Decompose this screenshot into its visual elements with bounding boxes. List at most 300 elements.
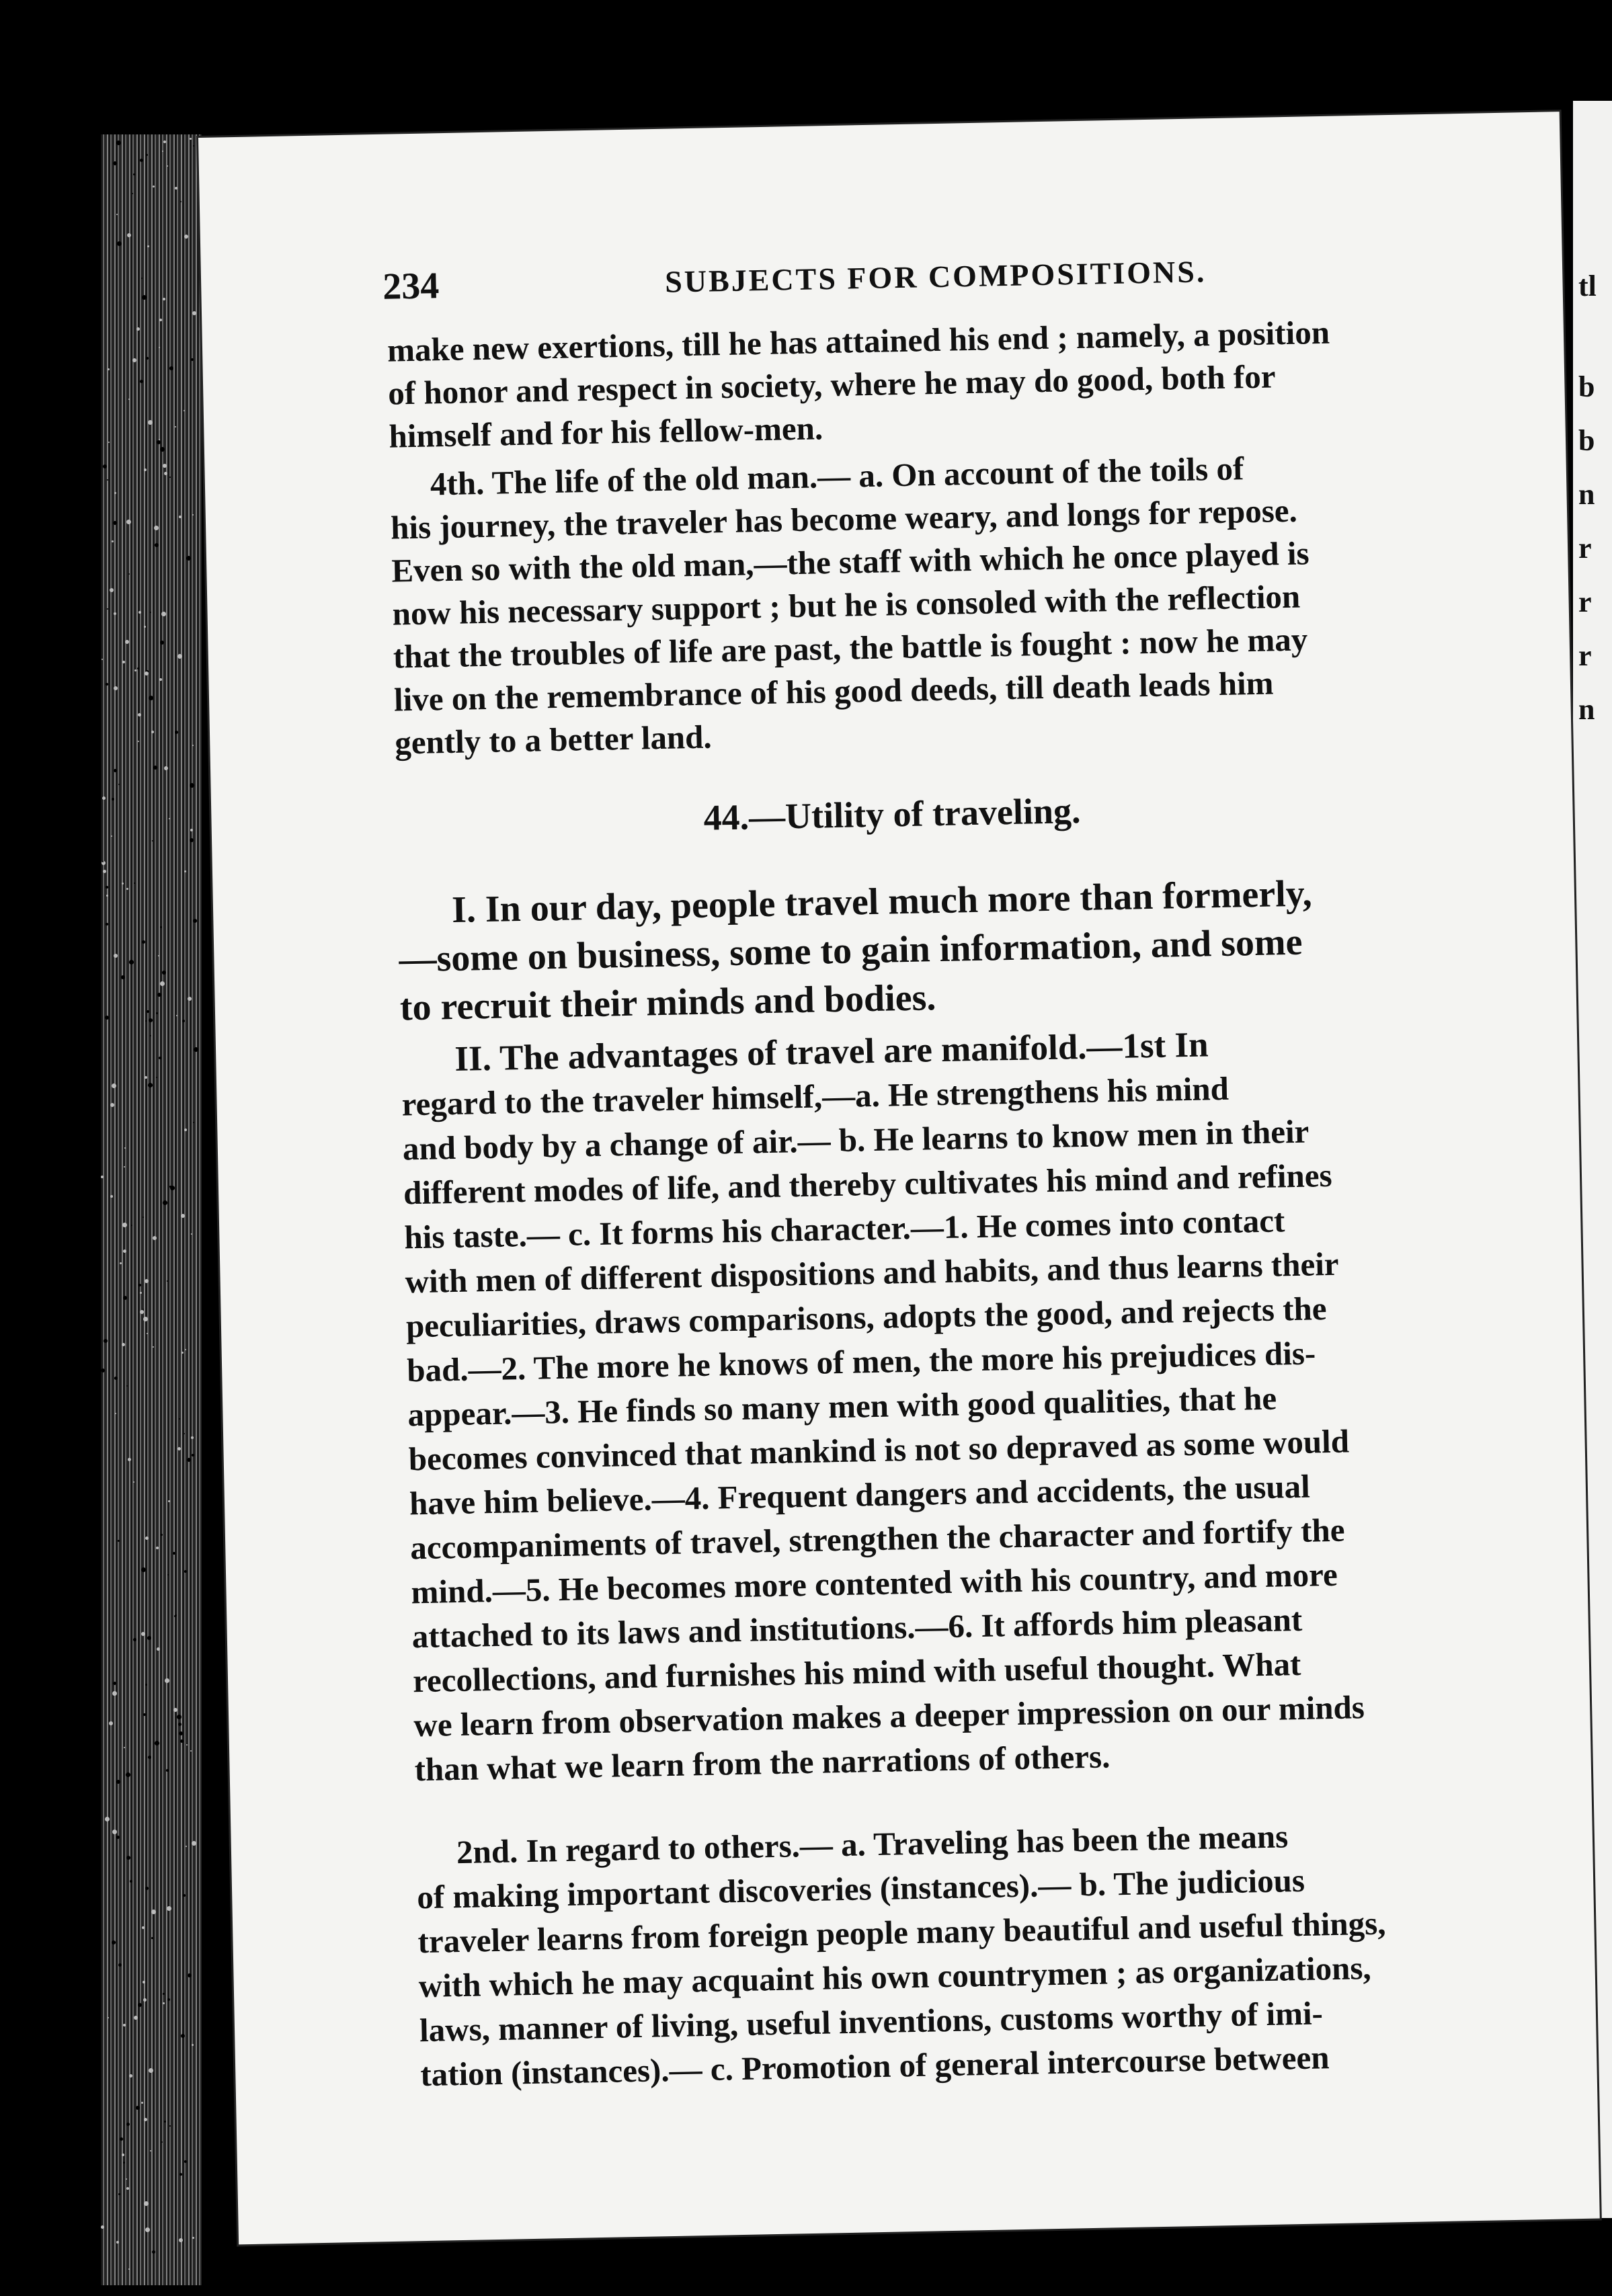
edge-speck <box>116 214 118 215</box>
book-edge <box>101 134 202 2285</box>
edge-speck <box>124 1147 126 1149</box>
edge-speck <box>163 464 167 468</box>
edge-speck <box>190 838 194 842</box>
edge-speck <box>180 1739 184 1743</box>
edge-speck <box>105 1016 109 1020</box>
text-line: of making important discoveries (instances).— b. The judicious <box>416 1861 1305 1916</box>
edge-speck <box>193 1122 194 1123</box>
edge-speck <box>147 1010 149 1013</box>
edge-speck <box>136 2106 140 2110</box>
edge-speck <box>118 1963 122 1967</box>
edge-speck <box>103 870 106 873</box>
edge-speck <box>145 671 149 675</box>
paragraph-intro <box>397 864 1590 1032</box>
edge-speck <box>128 399 130 400</box>
edge-speck <box>177 1447 181 1450</box>
edge-speck <box>112 1083 116 1088</box>
edge-speck <box>149 1018 153 1022</box>
text-line: his taste.— c. It forms his character.—1. He comes into contact <box>403 1202 1285 1256</box>
edge-speck <box>167 1574 169 1575</box>
next-page-letter: n <box>1578 693 1595 726</box>
edge-speck <box>145 1536 149 1540</box>
edge-speck <box>120 1262 122 1264</box>
edge-speck <box>179 516 182 518</box>
edge-speck <box>182 1352 184 1354</box>
edge-speck <box>104 1339 108 1343</box>
edge-speck <box>143 1713 146 1716</box>
edge-speck <box>144 626 146 628</box>
edge-speck <box>138 1284 141 1286</box>
edge-speck <box>107 608 108 610</box>
edge-speck <box>116 1780 120 1784</box>
next-page-letter: n <box>1578 478 1595 511</box>
edge-speck <box>184 2160 187 2163</box>
edge-speck <box>106 683 108 686</box>
edge-speck <box>123 1249 126 1253</box>
edge-speck <box>184 1570 187 1573</box>
paragraph-continuation <box>387 306 1579 458</box>
edge-speck <box>179 1731 183 1735</box>
edge-speck <box>107 479 108 481</box>
edge-speck <box>148 420 153 425</box>
edge-speck <box>184 1433 185 1434</box>
edge-speck <box>113 1682 116 1685</box>
edge-speck <box>159 1057 161 1059</box>
edge-speck <box>193 145 194 147</box>
edge-speck <box>150 1035 151 1036</box>
edge-speck <box>192 2044 194 2046</box>
edge-speck <box>158 955 159 956</box>
edge-speck <box>190 138 192 140</box>
edge-speck <box>102 659 103 660</box>
edge-speck <box>177 1715 182 1719</box>
edge-speck <box>108 2017 109 2018</box>
edge-speck <box>164 472 167 475</box>
edge-speck <box>175 187 177 190</box>
edge-speck <box>150 612 151 613</box>
edge-speck <box>157 993 161 997</box>
edge-speck <box>143 1998 147 2002</box>
text-line: bad.—2. The more he knows of men, the more his prejudices dis- <box>406 1334 1316 1389</box>
edge-speck <box>161 1534 163 1536</box>
text-line: recollections, and furnishes his mind with useful thought. What <box>412 1645 1301 1700</box>
text-line: 4th. The life of the old man.— a. On account of the toils of <box>430 450 1244 503</box>
text-line: traveler learns from foreign people many beautiful and useful things, <box>417 1904 1386 1961</box>
edge-speck <box>131 1225 132 1226</box>
edge-speck <box>125 640 129 644</box>
text-line: laws, manner of living, useful inventions, customs worthy of imi- <box>419 1994 1324 2049</box>
text-line: mind.—5. He becomes more contented with his country, and more <box>411 1555 1338 1611</box>
edge-speck <box>101 1368 105 1372</box>
edge-speck <box>118 784 120 785</box>
edge-speck <box>161 612 166 616</box>
edge-speck <box>179 1418 180 1420</box>
edge-speck <box>144 2201 149 2206</box>
edge-speck <box>182 1020 185 1022</box>
edge-speck <box>140 159 143 162</box>
text-line: have him believe.—4. Frequent dangers and accidents, the usual <box>409 1467 1311 1522</box>
edge-speck <box>140 380 143 383</box>
edge-speck <box>152 840 153 842</box>
edge-speck <box>168 1500 170 1502</box>
edge-speck <box>163 1993 165 1995</box>
edge-speck <box>132 193 133 194</box>
text-line: I. In our day, people travel much more than formerly, <box>451 872 1313 931</box>
text-line: peculiarities, draws comparisons, adopts the good, and rejects the <box>405 1290 1327 1345</box>
edge-speck <box>147 1636 151 1640</box>
paragraph-others <box>415 1808 1610 2097</box>
edge-speck <box>113 161 117 165</box>
edge-speck <box>175 731 178 734</box>
edge-speck <box>184 870 186 872</box>
edge-speck <box>154 526 159 530</box>
edge-speck <box>144 468 147 471</box>
edge-speck <box>169 477 171 478</box>
edge-speck <box>141 278 143 279</box>
running-head: SUBJECTS FOR COMPOSITIONS. <box>664 254 1207 299</box>
edge-speck <box>180 201 182 202</box>
edge-speck <box>152 2250 155 2254</box>
edge-speck <box>188 1973 192 1977</box>
text-line: and body by a change of air.— b. He learns to know men in their <box>402 1112 1309 1167</box>
edge-speck <box>109 1721 113 1725</box>
next-page-letter: r <box>1578 639 1592 672</box>
edge-speck <box>179 2238 183 2242</box>
text-line: becomes convinced that mankind is not so depraved as some would <box>408 1422 1350 1478</box>
edge-speck <box>142 295 147 300</box>
edge-speck <box>106 923 108 926</box>
section-title: 44.—Utility of traveling. <box>703 790 1081 838</box>
edge-speck <box>181 1214 185 1218</box>
edge-speck <box>136 327 140 331</box>
edge-speck <box>160 926 162 928</box>
edge-speck <box>193 919 197 923</box>
edge-speck <box>149 2068 153 2073</box>
edge-speck <box>192 514 194 516</box>
edge-speck <box>184 1129 187 1131</box>
edge-speck <box>106 895 108 897</box>
edge-speck <box>175 426 176 427</box>
page-number: 234 <box>382 265 440 308</box>
edge-speck <box>178 1723 182 1726</box>
next-page-letter: b <box>1578 370 1595 403</box>
edge-speck <box>144 2118 147 2121</box>
edge-speck <box>184 410 185 411</box>
text-line: attached to its laws and institutions.—6. It affords him pleasant <box>411 1600 1303 1655</box>
edge-speck <box>122 1343 125 1346</box>
edge-speck <box>111 835 112 837</box>
edge-speck <box>190 1750 192 1752</box>
edge-speck <box>159 439 160 440</box>
edge-speck <box>166 1769 169 1772</box>
edge-speck <box>191 1436 194 1439</box>
edge-speck <box>161 2141 163 2143</box>
edge-speck <box>126 520 131 524</box>
edge-speck <box>157 1647 160 1651</box>
edge-speck <box>162 151 163 152</box>
edge-speck <box>183 1894 186 1897</box>
edge-speck <box>151 1937 153 1939</box>
text-line: 2nd. In regard to others.— a. Traveling has been the means <box>456 1817 1289 1871</box>
edge-speck <box>112 798 114 801</box>
edge-speck <box>102 796 106 800</box>
edge-speck <box>162 971 166 975</box>
edge-speck <box>120 2137 123 2141</box>
edge-speck <box>132 358 136 362</box>
edge-speck <box>157 440 161 444</box>
edge-speck <box>167 165 168 167</box>
edge-speck <box>129 960 134 965</box>
edge-speck <box>185 1349 186 1350</box>
edge-speck <box>179 2173 182 2176</box>
edge-speck <box>159 319 162 321</box>
edge-speck <box>145 1684 147 1686</box>
edge-speck <box>164 766 168 770</box>
edge-speck <box>118 2193 120 2195</box>
edge-speck <box>102 861 104 862</box>
edge-speck <box>147 1333 148 1334</box>
edge-speck <box>148 1756 151 1759</box>
edge-speck <box>142 1926 145 1929</box>
edge-speck <box>143 1309 144 1310</box>
edge-speck <box>163 1200 167 1205</box>
edge-speck <box>112 1691 117 1696</box>
paragraph-advantages <box>401 1015 1605 1792</box>
edge-speck <box>192 1454 194 1457</box>
edge-speck <box>126 2178 127 2180</box>
edge-speck <box>143 1981 145 1983</box>
edge-speck <box>103 464 107 468</box>
next-page-letter: r <box>1578 585 1592 618</box>
edge-speck <box>126 1385 128 1387</box>
edge-speck <box>167 1998 170 2001</box>
edge-speck <box>146 154 148 156</box>
edge-speck <box>165 1678 169 1683</box>
edge-speck <box>116 140 121 145</box>
edge-speck <box>137 667 139 669</box>
edge-speck <box>173 1552 175 1555</box>
edge-speck <box>122 1223 127 1227</box>
text-line: now his necessary support ; but he is consoled with the reflection <box>392 577 1301 632</box>
text-line: live on the remembrance of his good deeds, till death leads him <box>393 664 1274 719</box>
edge-speck <box>123 2024 126 2026</box>
edge-speck <box>106 886 108 889</box>
edge-speck <box>128 2268 130 2270</box>
edge-speck <box>159 678 162 681</box>
edge-speck <box>167 1280 168 1282</box>
edge-speck <box>134 669 136 671</box>
edge-speck <box>148 1083 153 1088</box>
edge-speck <box>194 1047 198 1052</box>
edge-speck <box>138 713 141 716</box>
edge-speck <box>190 783 194 788</box>
edge-speck <box>138 741 139 742</box>
edge-speck <box>134 2016 138 2020</box>
text-line: himself and for his fellow-men. <box>389 409 823 455</box>
edge-speck <box>160 641 164 645</box>
edge-speck <box>141 1567 146 1572</box>
edge-speck <box>141 1632 145 1636</box>
edge-speck <box>188 997 192 1001</box>
edge-speck <box>169 366 173 370</box>
edge-speck <box>159 347 160 348</box>
text-line: —some on business, some to gain information, and some <box>398 921 1303 981</box>
edge-speck <box>118 1540 120 1542</box>
edge-speck <box>164 2121 166 2123</box>
edge-speck <box>116 1836 120 1839</box>
edge-speck <box>105 1817 110 1821</box>
text-line: than what we learn from the narrations of others. <box>414 1737 1111 1789</box>
edge-speck <box>156 1077 157 1078</box>
edge-speck <box>176 1015 177 1016</box>
edge-speck <box>151 731 154 733</box>
edge-speck <box>140 1292 142 1294</box>
text-line: that the troubles of life are past, the battle is fought : now he may <box>393 620 1308 675</box>
edge-speck <box>191 1233 192 1235</box>
text-line: of honor and respect in society, where he may do good, both for <box>387 358 1276 412</box>
edge-speck <box>186 1846 187 1847</box>
edge-speck <box>108 368 110 370</box>
edge-speck <box>140 1310 144 1314</box>
edge-speck <box>163 2002 165 2004</box>
edge-speck <box>126 2123 130 2126</box>
text-line: we learn from observation makes a deeper impression on our minds <box>413 1688 1365 1744</box>
edge-speck <box>116 2241 119 2244</box>
edge-speck <box>145 1076 147 1079</box>
edge-speck <box>191 358 194 361</box>
edge-speck <box>126 1772 130 1777</box>
edge-speck <box>192 1841 196 1846</box>
edge-speck <box>145 1020 147 1022</box>
edge-speck <box>122 883 124 885</box>
edge-speck <box>190 829 193 831</box>
edge-speck <box>153 1236 157 1240</box>
edge-speck <box>114 769 117 772</box>
edge-speck <box>112 1830 117 1834</box>
edge-speck <box>123 1296 127 1300</box>
edge-speck <box>163 298 165 300</box>
edge-speck <box>134 883 135 884</box>
next-page-letter: r <box>1578 532 1592 565</box>
edge-speck <box>114 612 116 615</box>
edge-speck <box>115 1413 116 1414</box>
text-line: Even so with the old man,—the staff with which he once played is <box>391 534 1309 589</box>
edge-speck <box>156 1547 159 1549</box>
text-line: with men of different dispositions and habits, and thus learns their <box>405 1245 1340 1301</box>
text-line: tation (instances).— c. Promotion of general intercourse between <box>419 2039 1330 2094</box>
edge-speck <box>192 311 196 315</box>
edge-speck <box>160 981 165 986</box>
edge-speck <box>187 1458 191 1462</box>
text-line: to recruit their minds and bodies. <box>399 977 936 1029</box>
edge-speck <box>101 1176 104 1178</box>
edge-speck <box>177 654 182 659</box>
edge-speck <box>121 975 125 979</box>
edge-speck <box>112 1940 116 1944</box>
text-line: regard to the traveler himself,—a. He strengthens his mind <box>401 1069 1230 1123</box>
edge-speck <box>156 1012 158 1014</box>
edge-speck <box>124 1747 125 1748</box>
edge-speck <box>167 1906 171 1911</box>
edge-speck <box>151 1910 156 1914</box>
edge-speck <box>130 1880 132 1883</box>
edge-speck <box>114 1377 118 1380</box>
edge-speck <box>142 940 145 944</box>
edge-speck <box>186 1744 188 1746</box>
edge-speck <box>138 2003 142 2007</box>
edge-speck <box>110 588 114 592</box>
text-line: his journey, the traveler has become weary, and longs for repose. <box>390 491 1298 546</box>
next-page-letter: b <box>1578 424 1595 457</box>
edge-speck <box>114 492 116 494</box>
edge-speck <box>114 686 118 690</box>
edge-speck <box>122 2154 124 2156</box>
page-header <box>382 246 1392 313</box>
edge-speck <box>145 1279 149 1283</box>
edge-speck <box>112 540 114 542</box>
paragraph-old-man <box>389 441 1584 765</box>
edge-speck <box>153 186 155 188</box>
edge-speck <box>160 447 165 452</box>
edge-speck <box>128 573 130 575</box>
edge-speck <box>147 245 149 247</box>
edge-speck <box>108 442 110 443</box>
edge-speck <box>126 888 128 890</box>
next-page-letter: tl <box>1578 270 1597 302</box>
edge-speck <box>155 1741 159 1746</box>
text-line: different modes of life, and thereby cultivates his mind and refines <box>403 1156 1332 1212</box>
edge-speck <box>153 766 157 770</box>
edge-speck <box>110 1195 113 1198</box>
book-page <box>198 112 1600 2244</box>
edge-speck <box>133 1638 136 1641</box>
edge-speck <box>114 954 118 958</box>
edge-speck <box>101 2225 104 2229</box>
edge-speck <box>192 745 194 746</box>
text-line: gently to a better land. <box>394 718 713 762</box>
edge-speck <box>163 140 166 143</box>
text-line: appear.—3. He finds so many men with good qualities, that he <box>407 1379 1277 1434</box>
edge-speck <box>186 556 191 561</box>
edge-speck <box>143 1317 148 1321</box>
edge-speck <box>117 241 122 246</box>
text-line: make new exertions, till he has attained his end ; namely, a position <box>387 313 1330 369</box>
edge-speck <box>153 1346 154 1348</box>
edge-speck <box>141 2102 143 2104</box>
text-line: with which he may acquaint his own countrymen ; as organizations, <box>418 1949 1372 2005</box>
edge-speck <box>150 2150 151 2151</box>
edge-speck <box>133 173 135 175</box>
edge-speck <box>126 2187 129 2190</box>
edge-speck <box>155 543 159 547</box>
edge-speck <box>145 2227 150 2232</box>
edge-speck <box>113 521 117 525</box>
edge-speck <box>126 1856 130 1860</box>
edge-speck <box>133 1481 134 1483</box>
edge-speck <box>110 1103 114 1107</box>
edge-speck <box>146 357 149 360</box>
edge-speck <box>181 2034 185 2038</box>
edge-speck <box>184 235 188 239</box>
edge-speck <box>192 2237 194 2239</box>
text-line: accompaniments of travel, strengthen the character and fortify the <box>409 1511 1345 1567</box>
edge-speck <box>124 1166 125 1167</box>
edge-speck <box>149 696 153 700</box>
edge-speck <box>129 2074 132 2078</box>
edge-speck <box>138 611 141 614</box>
edge-speck <box>128 1458 131 1461</box>
edge-speck <box>143 1217 144 1218</box>
